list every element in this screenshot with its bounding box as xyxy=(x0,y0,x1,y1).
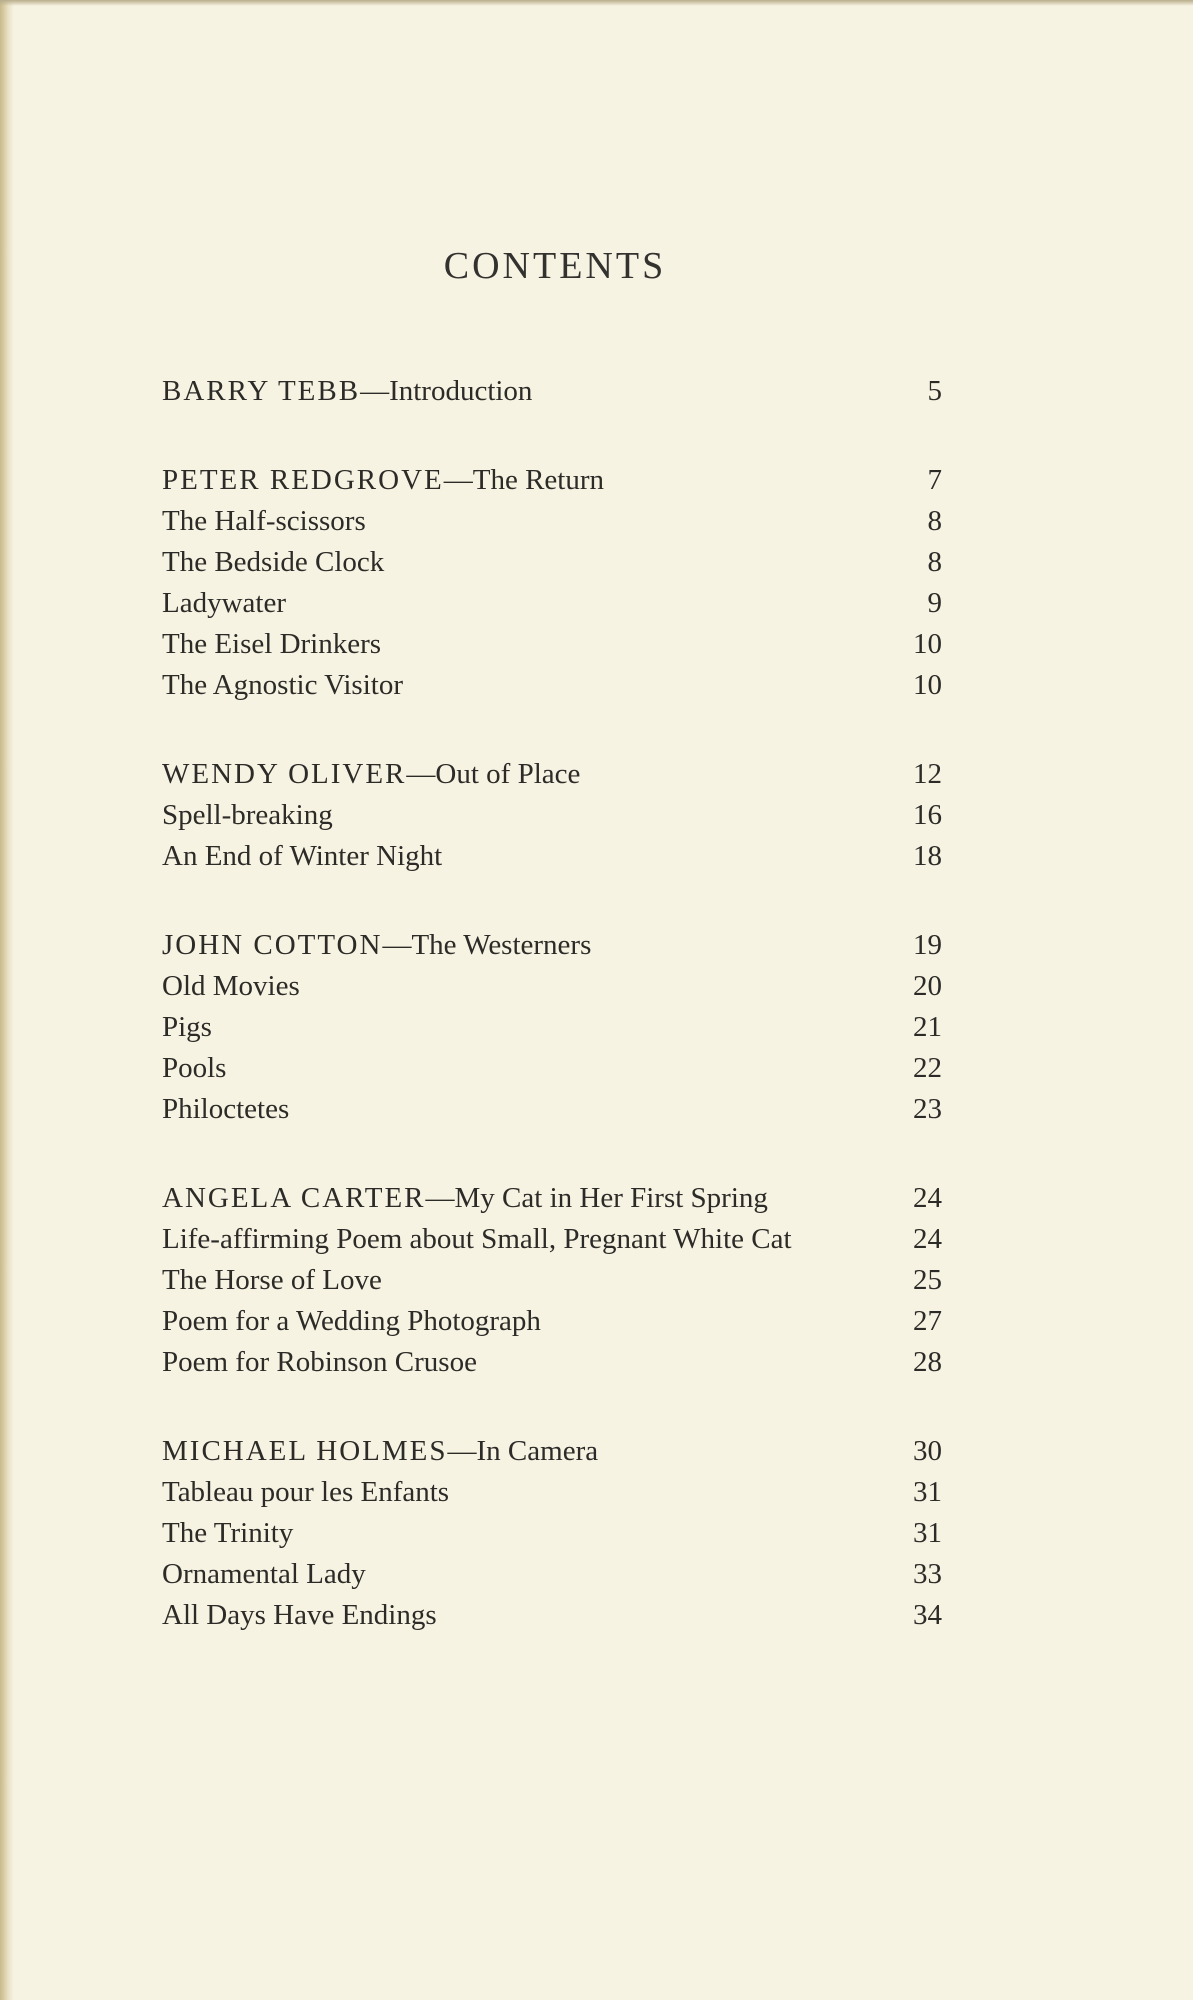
toc-entry xyxy=(162,1599,942,1640)
toc-entry xyxy=(162,1223,942,1264)
entry-author: MICHAEL HOLMES xyxy=(162,1435,448,1467)
toc-entry xyxy=(162,1264,942,1305)
toc-entry xyxy=(162,1558,942,1599)
toc-entry xyxy=(162,1182,942,1223)
entry-title: The Trinity xyxy=(162,1517,294,1549)
author-dash: — xyxy=(443,464,473,496)
table-of-contents xyxy=(162,375,942,1688)
toc-entry xyxy=(162,1476,942,1517)
entry-title: Out of Place xyxy=(435,758,581,790)
entry-author: ANGELA CARTER xyxy=(162,1182,426,1214)
toc-section xyxy=(162,929,942,1134)
entry-page-number: 34 xyxy=(913,1599,942,1631)
entry-author: WENDY OLIVER xyxy=(162,758,407,790)
entry-title: The Return xyxy=(472,464,605,496)
entry-page-number: 28 xyxy=(913,1346,942,1378)
toc-entry xyxy=(162,628,942,669)
entry-page-number: 30 xyxy=(913,1435,942,1467)
entry-title: My Cat in Her First Spring xyxy=(454,1182,768,1214)
toc-section xyxy=(162,1435,942,1640)
toc-entry xyxy=(162,587,942,628)
toc-entry xyxy=(162,375,942,416)
author-dash: — xyxy=(425,1182,455,1214)
entry-page-number: 25 xyxy=(913,1264,942,1296)
entry-page-number: 12 xyxy=(913,758,942,790)
toc-entry xyxy=(162,970,942,1011)
entry-author: BARRY TEBB xyxy=(162,375,361,407)
entry-title: In Camera xyxy=(476,1435,599,1467)
toc-section xyxy=(162,464,942,710)
entry-title: Spell-breaking xyxy=(162,799,333,831)
entry-page-number: 19 xyxy=(913,929,942,961)
entry-title: Poem for Robinson Crusoe xyxy=(162,1346,477,1378)
toc-entry xyxy=(162,758,942,799)
entry-title: Life-affirming Poem about Small, Pregnant White Cat xyxy=(162,1223,792,1255)
page-title: CONTENTS xyxy=(443,245,667,287)
author-dash: — xyxy=(360,375,390,407)
toc-entry xyxy=(162,799,942,840)
toc-section xyxy=(162,1182,942,1387)
entry-title: Poem for a Wedding Photograph xyxy=(162,1305,541,1337)
entry-title-group xyxy=(162,758,580,791)
author-dash: — xyxy=(406,758,436,790)
toc-entry xyxy=(162,1093,942,1134)
entry-title: The Half-scissors xyxy=(162,505,366,537)
entry-page-number: 7 xyxy=(927,464,942,496)
entry-page-number: 31 xyxy=(913,1517,942,1549)
toc-entry xyxy=(162,1305,942,1346)
entry-title: Ladywater xyxy=(162,587,286,619)
entry-page-number: 22 xyxy=(913,1052,942,1084)
toc-section xyxy=(162,375,942,416)
entry-title: Philoctetes xyxy=(162,1093,290,1125)
entry-page-number: 20 xyxy=(913,970,942,1002)
entry-page-number: 16 xyxy=(913,799,942,831)
entry-title: An End of Winter Night xyxy=(162,840,443,872)
entry-title: Old Movies xyxy=(162,970,300,1002)
page-top-edge xyxy=(0,0,1193,6)
entry-page-number: 24 xyxy=(913,1223,942,1255)
entry-title: The Westerners xyxy=(411,929,592,961)
toc-entry xyxy=(162,1052,942,1093)
entry-page-number: 10 xyxy=(913,669,942,701)
entry-page-number: 8 xyxy=(927,505,942,537)
entry-title: All Days Have Endings xyxy=(162,1599,437,1631)
toc-entry xyxy=(162,1011,942,1052)
author-dash: — xyxy=(382,929,412,961)
toc-section xyxy=(162,758,942,881)
toc-entry xyxy=(162,464,942,505)
entry-title: The Agnostic Visitor xyxy=(162,669,403,701)
entry-page-number: 31 xyxy=(913,1476,942,1508)
entry-title: Pools xyxy=(162,1052,227,1084)
entry-title: The Horse of Love xyxy=(162,1264,382,1296)
entry-page-number: 21 xyxy=(913,1011,942,1043)
entry-title: The Eisel Drinkers xyxy=(162,628,382,660)
entry-title: Pigs xyxy=(162,1011,212,1043)
toc-entry xyxy=(162,669,942,710)
author-dash: — xyxy=(447,1435,477,1467)
entry-page-number: 8 xyxy=(927,546,942,578)
entry-title-group xyxy=(162,464,604,497)
entry-author: JOHN COTTON xyxy=(162,929,383,961)
entry-title-group xyxy=(162,375,532,408)
entry-title-group xyxy=(162,929,591,962)
toc-entry xyxy=(162,840,942,881)
toc-entry xyxy=(162,505,942,546)
toc-entry xyxy=(162,546,942,587)
entry-page-number: 10 xyxy=(913,628,942,660)
toc-entry xyxy=(162,1435,942,1476)
entry-title: Introduction xyxy=(389,375,533,407)
entry-page-number: 27 xyxy=(913,1305,942,1337)
entry-author: PETER REDGROVE xyxy=(162,464,444,496)
entry-title: Tableau pour les Enfants xyxy=(162,1476,450,1508)
toc-entry xyxy=(162,1517,942,1558)
entry-title: The Bedside Clock xyxy=(162,546,385,578)
toc-entry xyxy=(162,1346,942,1387)
entry-page-number: 5 xyxy=(927,375,942,407)
entry-page-number: 23 xyxy=(913,1093,942,1125)
entry-title-group xyxy=(162,1435,598,1468)
entry-title-group xyxy=(162,1182,768,1215)
entry-title: Ornamental Lady xyxy=(162,1558,366,1590)
page-gutter-shadow xyxy=(0,0,14,2000)
toc-entry xyxy=(162,929,942,970)
entry-page-number: 18 xyxy=(913,840,942,872)
entry-page-number: 24 xyxy=(913,1182,942,1214)
entry-page-number: 33 xyxy=(913,1558,942,1590)
entry-page-number: 9 xyxy=(927,587,942,619)
